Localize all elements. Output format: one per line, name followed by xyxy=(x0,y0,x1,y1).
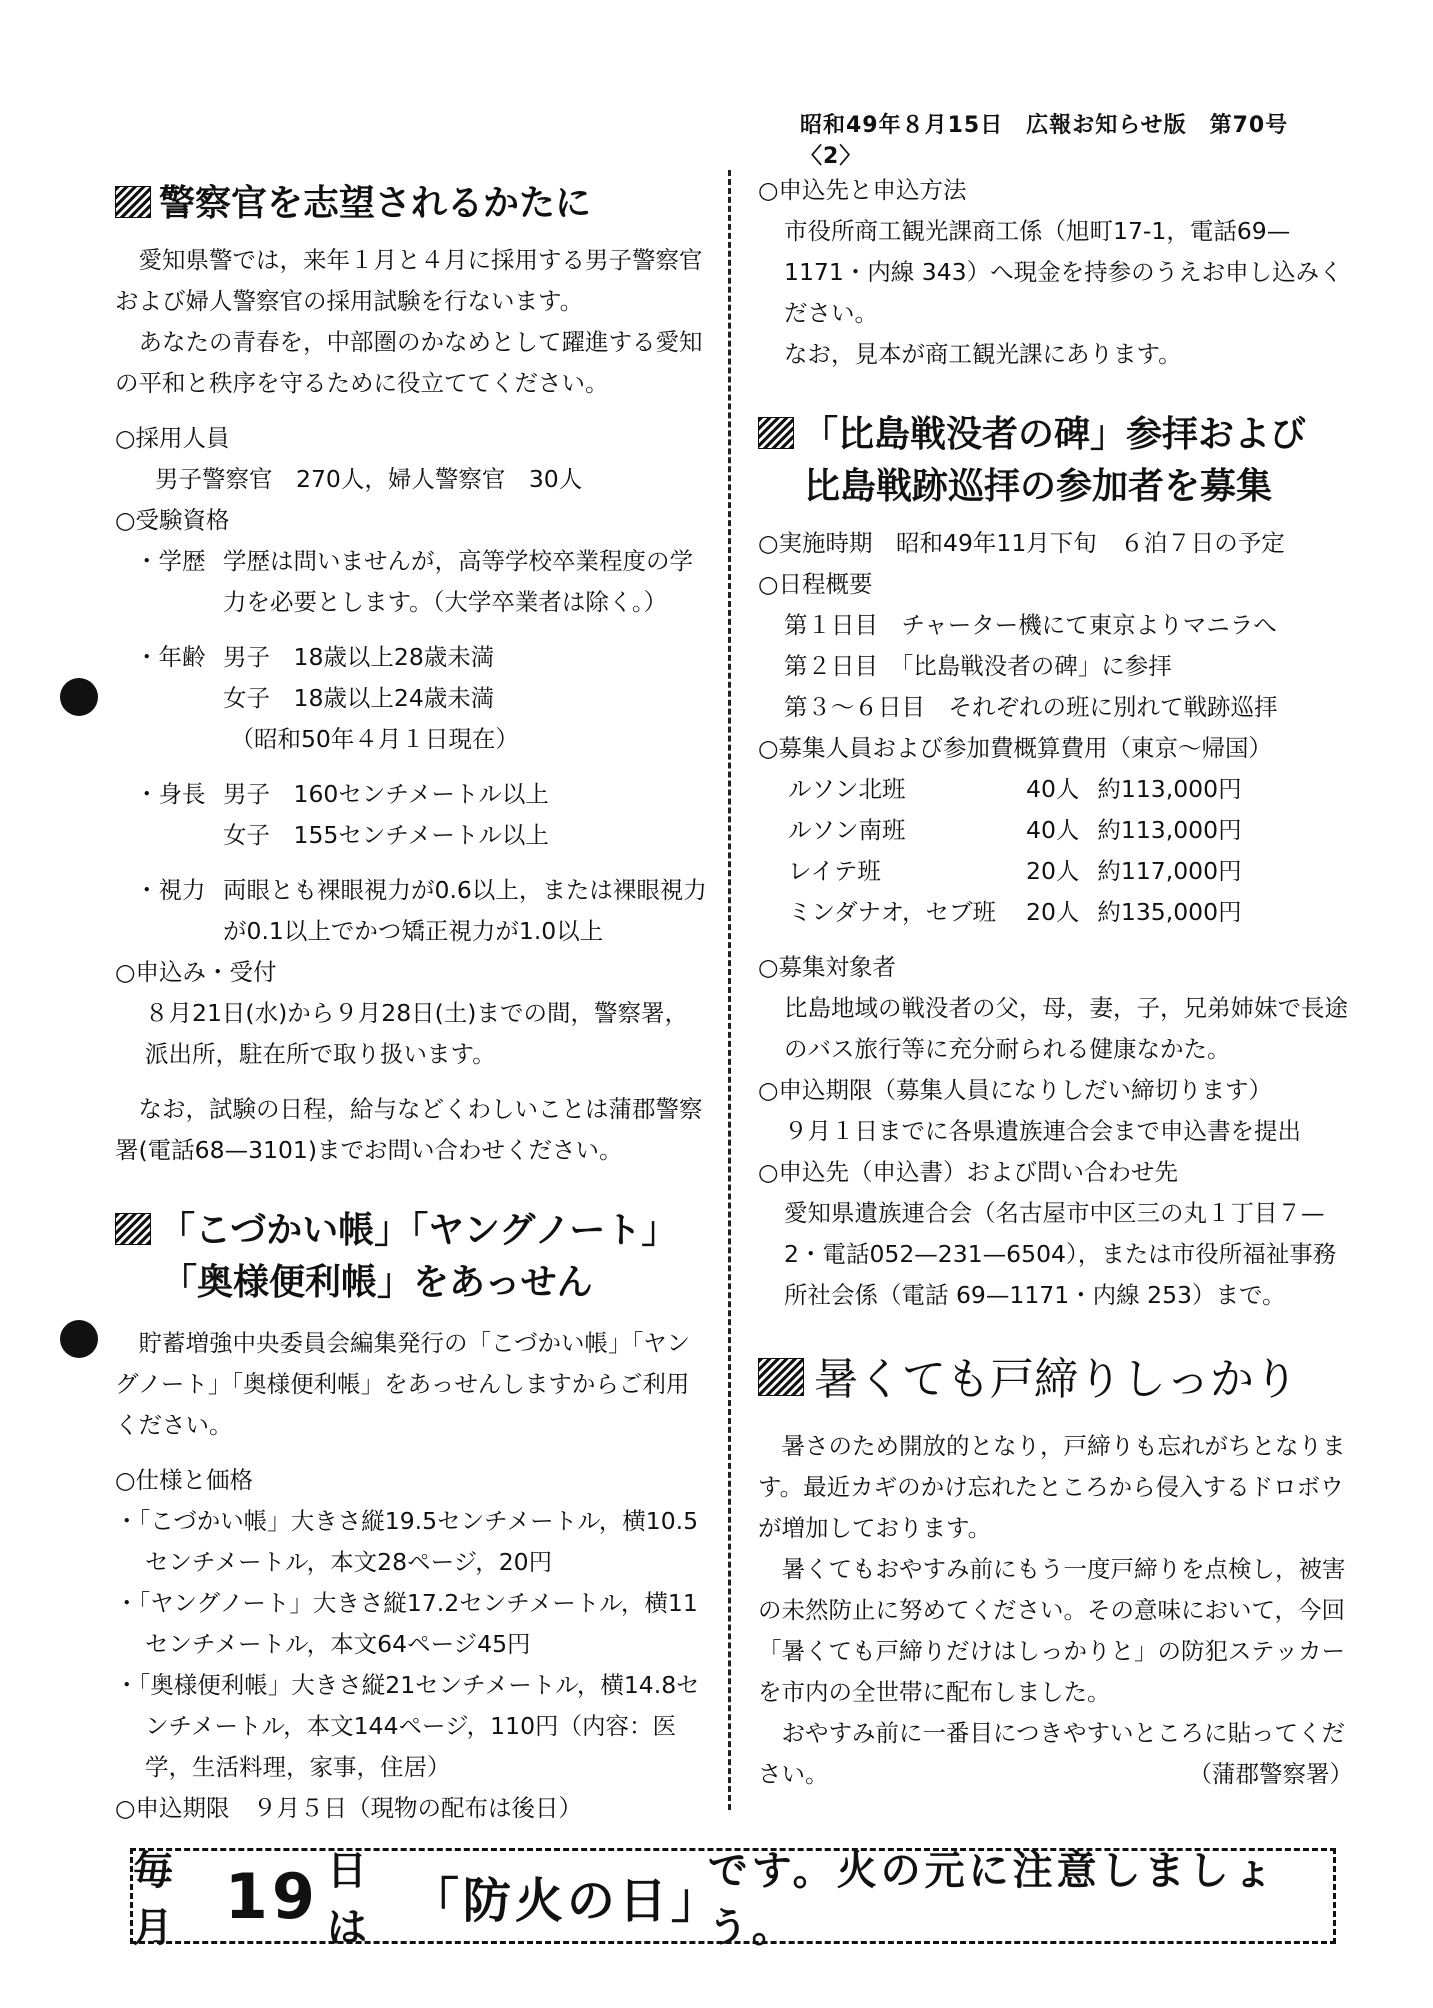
age-row: ・年齢 男子 18歳以上28歳未満 女子 18歳以上24歳未満 （昭和50年４月１日現在） xyxy=(135,643,519,753)
apply-value: ８月21日(水)から９月28日(土)までの間，警察署，派出所，駐在所で取り扱います。 xyxy=(145,999,688,1068)
books-sample-note: なお，見本が商工観光課にあります。 xyxy=(784,340,1182,368)
recruit-label: ○採用人員 xyxy=(115,424,230,452)
police-note: なお，試験の日程，給与などくわしいことは蒲郡警察署(電話68—3101)までお問い合わせください。 xyxy=(115,1095,703,1164)
table-row: レイテ班 20人 約117,000円 xyxy=(788,857,1242,885)
books-apply-value: 市役所商工観光課商工係（旭町17-1，電話69—1171・内線 343）へ現金を持参のうえお申し込みください。 xyxy=(784,217,1343,327)
contact-value: 愛知県遺族連合会（名古屋市中区三の丸１丁目７—2・電話052—231—6504），または市役所福祉事務所社会係（電話 69—1171・内線 253）まで。 xyxy=(784,1199,1337,1309)
banner-text: 日は xyxy=(327,1848,372,1951)
target-label: ○募集対象者 xyxy=(758,953,897,981)
banner-text: です。火の元に注意しましょう。 xyxy=(707,1848,1277,1951)
education-row: ・学歴 学歴は問いませんが，高等学校卒業程度の学力を必要とします。（大学卒業者は除く。） xyxy=(135,547,693,616)
books-deadline: ○申込期限 ９月５日（現物の配布は後日） xyxy=(115,1794,583,1822)
punch-hole-1 xyxy=(60,678,98,716)
police-intro: 愛知県警では，来年１月と４月に採用する男子警察官および婦人警察官の採用試験を行ないます。 xyxy=(115,246,703,315)
schedule-day: 第３～６日目 それぞれの班に別れて戦跡巡拝 xyxy=(784,693,1278,721)
column-divider xyxy=(728,170,731,1810)
target-value: 比島地域の戦没者の父，母，妻，子，兄弟姉妹で長途のバス旅行等に充分耐られる健康なかた。 xyxy=(784,994,1348,1063)
fire-day-banner xyxy=(130,1848,1336,1951)
tour-heading: 「比島戦没者の碑」参拝および xyxy=(758,409,1353,461)
schedule-label: ○日程概要 xyxy=(758,570,873,598)
books-apply-label: ○申込先と申込方法 xyxy=(758,176,967,204)
books-heading-2: 「奥様便利帳」をあっせん xyxy=(161,1262,593,1303)
page-header: 昭和49年８月15日 広報お知らせ版 第70号〈2〉 xyxy=(800,113,1289,169)
hatched-square-icon xyxy=(115,186,151,218)
apply-label: ○申込み・受付 xyxy=(115,958,277,986)
tour-heading-2: 比島戦跡巡拝の参加者を募集 xyxy=(804,466,1273,507)
banner-number: 19 xyxy=(224,1859,320,1933)
contact-label: ○申込先（申込書）および問い合わせ先 xyxy=(758,1158,1179,1186)
lock-heading: 暑くても戸締りしっかり xyxy=(758,1350,1353,1410)
fee-table xyxy=(788,769,1260,933)
banner-fire-day: 「防火の日」 xyxy=(410,1872,723,1929)
left-column xyxy=(115,178,710,1829)
books-intro: 貯蓄増強中央委員会編集発行の「こづかい帳」「ヤングノート」「奥様便利帳」をあっせんしますからご利用ください。 xyxy=(115,1329,691,1439)
height-row: ・身長 男子 160センチメートル以上 女子 155センチメートル以上 xyxy=(135,780,549,849)
table-row: ルソン北班 40人 約113,000円 xyxy=(788,775,1242,803)
lock-signature: （蒲郡警察署） xyxy=(1188,1760,1353,1788)
police-intro-2: あなたの青春を，中部圏のかなめとして躍進する愛知の平和と秩序を守るために役立ててください。 xyxy=(115,328,703,397)
tour-deadline-label: ○申込期限（募集人員になりしだい締切ります） xyxy=(758,1076,1273,1104)
fee-label: ○募集人員および参加費概算費用（東京～帰国） xyxy=(758,734,1273,762)
spec-item: ・「ヤングノート」大きさ縦17.2センチメートル，横11センチメートル，本文64ページ45円 xyxy=(115,1589,698,1658)
banner-text: 毎月 xyxy=(133,1848,177,1951)
punch-hole-2 xyxy=(60,1320,98,1358)
hatched-square-icon xyxy=(758,1358,804,1396)
table-row: ミンダナオ，セブ班 20人 約135,000円 xyxy=(788,898,1242,926)
tour-period: ○実施時期 昭和49年11月下旬 ６泊７日の予定 xyxy=(758,529,1285,557)
hatched-square-icon xyxy=(115,1213,151,1245)
lock-paragraph: 暑くてもおやすみ前にもう一度戸締りを点検し，被害の未然防止に努めてください。その意味において，今回「暑くても戸締りだけはしっかりと」の防犯ステッカーを市内の全世帯に配布しました。 xyxy=(758,1555,1346,1706)
spec-item: ・「こづかい帳」大きさ縦19.5センチメートル，横10.5センチメートル，本文28ページ，20円 xyxy=(115,1507,699,1576)
right-column xyxy=(758,170,1353,1795)
books-heading: 「こづかい帳」「ヤングノート」 xyxy=(115,1205,710,1257)
lock-paragraph: 暑さのため開放的となり，戸締りも忘れがちとなります。最近カギのかけ忘れたところから侵入するドロボウが増加しております。 xyxy=(758,1432,1346,1542)
spec-item: ・「奥様便利帳」大きさ縦21センチメートル，横14.8センチメートル，本文144ページ，110円（内容：医学，生活料理，家事，住居） xyxy=(115,1671,700,1781)
schedule-day: 第１日目 チャーター機にて東京よりマニラへ xyxy=(784,611,1277,639)
hatched-square-icon xyxy=(758,417,794,449)
schedule-day: 第２日目 「比島戦没者の碑」に参拝 xyxy=(784,652,1172,680)
spec-label: ○仕様と価格 xyxy=(115,1466,254,1494)
police-heading: 警察官を志望されるかたに xyxy=(115,178,710,230)
vision-row: ・視力 両眼とも裸眼視力が0.6以上，または裸眼視力が0.1以上でかつ矯正視力が1.0以上 xyxy=(135,876,707,945)
recruit-value: 男子警察官 270人，婦人警察官 30人 xyxy=(155,465,583,493)
qualification-label: ○受験資格 xyxy=(115,506,230,534)
tour-deadline-value: ９月１日までに各県遺族連合会まで申込書を提出 xyxy=(784,1117,1301,1145)
lock-paragraph: おやすみ前に一番目につきやすいところに貼ってください。 xyxy=(758,1719,1346,1788)
table-row: ルソン南班 40人 約113,000円 xyxy=(788,816,1242,844)
